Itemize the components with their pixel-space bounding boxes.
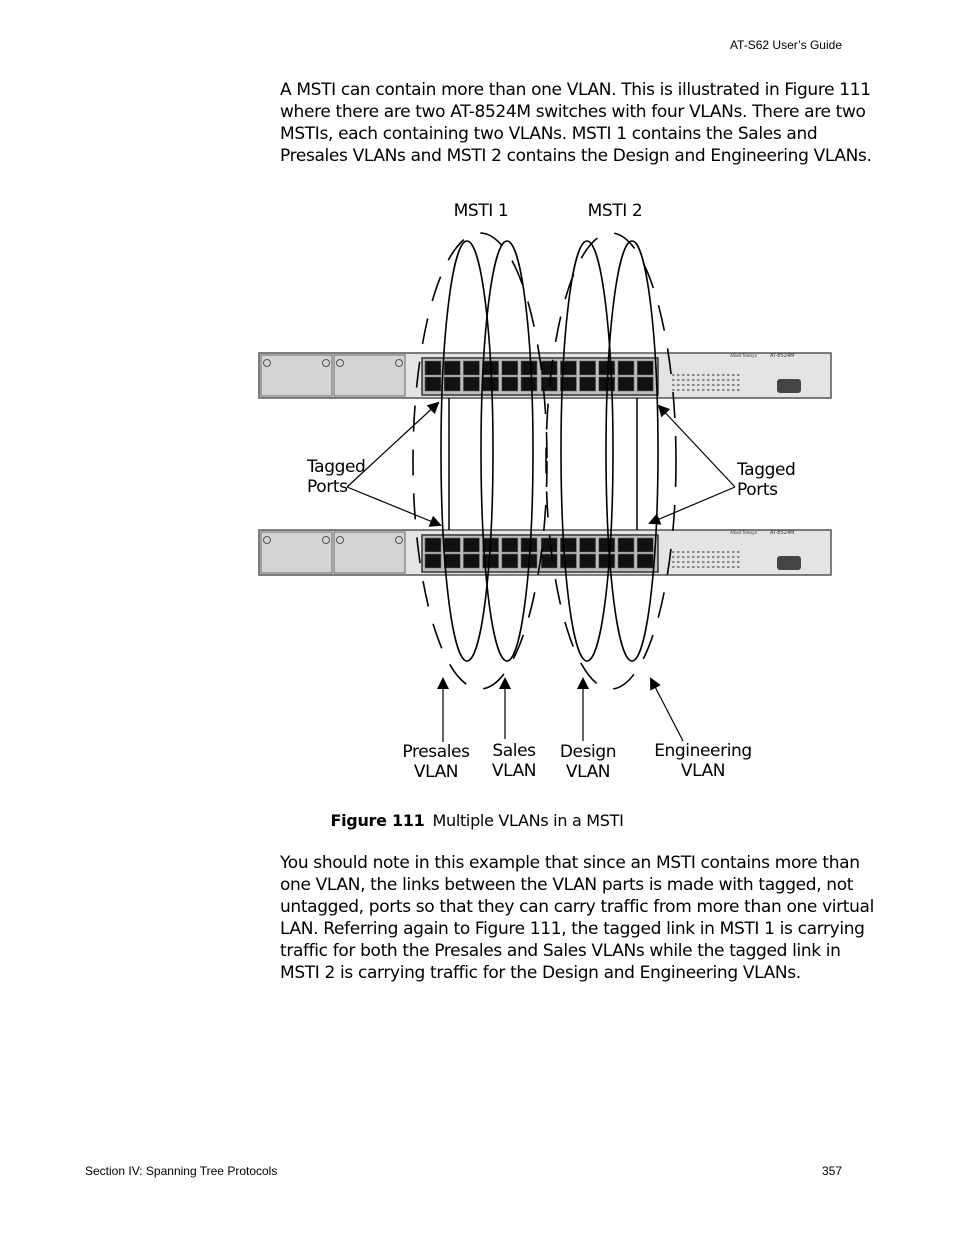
presales-vlan-label xyxy=(398,742,474,782)
status-led xyxy=(717,374,720,376)
switch-port xyxy=(463,377,479,391)
status-led xyxy=(732,556,735,558)
status-led xyxy=(717,561,720,563)
vlan-label-line: Sales xyxy=(492,741,536,761)
switch-port xyxy=(502,538,518,552)
status-led xyxy=(672,384,675,386)
status-led xyxy=(712,389,715,391)
status-led xyxy=(682,561,685,563)
switch-brand-text: Allied Telesyn xyxy=(730,353,758,358)
switch-port xyxy=(502,361,518,375)
status-led xyxy=(707,551,710,553)
switch-port xyxy=(560,554,576,568)
status-led xyxy=(717,566,720,568)
status-led xyxy=(737,384,740,386)
switch-port xyxy=(425,361,441,375)
status-led xyxy=(732,379,735,381)
switch-port xyxy=(521,377,537,391)
body-line: You should note in this example that since an MSTI contains more than xyxy=(280,853,860,873)
status-led xyxy=(737,379,740,381)
switch-port xyxy=(541,538,557,552)
design-vlan-label xyxy=(550,742,626,782)
status-led xyxy=(712,566,715,568)
status-led xyxy=(732,551,735,553)
intro-line: A MSTI can contain more than one VLAN. This is illustrated in Figure 111 xyxy=(280,80,871,100)
status-led xyxy=(697,379,700,381)
status-led xyxy=(672,556,675,558)
status-led xyxy=(712,379,715,381)
status-led xyxy=(727,379,730,381)
status-led xyxy=(717,389,720,391)
figure-caption-text: Multiple VLANs in a MSTI xyxy=(432,811,624,830)
status-led xyxy=(677,374,680,376)
status-led xyxy=(722,389,725,391)
status-led xyxy=(722,556,725,558)
status-led xyxy=(677,566,680,568)
status-led xyxy=(677,551,680,553)
figure-number: Figure 111 xyxy=(330,811,425,830)
running-header: AT-S62 User’s Guide xyxy=(729,38,842,52)
status-led xyxy=(672,374,675,376)
body-line: LAN. Referring again to Figure 111, the tagged link in MSTI 1 is carrying xyxy=(280,919,865,939)
body-line: MSTI 2 is carrying traffic for the Design and Engineering VLANs. xyxy=(280,963,801,983)
msti1-ellipse xyxy=(413,233,547,689)
status-led xyxy=(707,384,710,386)
status-led xyxy=(677,561,680,563)
status-led xyxy=(737,561,740,563)
bottom-switch xyxy=(259,530,831,575)
switch-port xyxy=(580,538,596,552)
status-led xyxy=(717,556,720,558)
status-led xyxy=(692,556,695,558)
switch-port xyxy=(425,538,441,552)
status-led xyxy=(687,561,690,563)
vlan-label-line: VLAN xyxy=(413,762,459,782)
status-led xyxy=(687,566,690,568)
status-led xyxy=(727,374,730,376)
figure-caption xyxy=(0,811,954,830)
status-led xyxy=(687,384,690,386)
status-led xyxy=(707,389,710,391)
footer-page-number: 357 xyxy=(821,1164,842,1178)
body-line: untagged, ports so that they can carry traffic from more than one virtual xyxy=(280,897,874,917)
status-led xyxy=(707,566,710,568)
status-led xyxy=(677,384,680,386)
status-led xyxy=(702,556,705,558)
tagged-ports-left-line: Tagged xyxy=(307,457,366,477)
status-led xyxy=(687,551,690,553)
switch-port xyxy=(502,377,518,391)
status-led xyxy=(672,561,675,563)
tagged-ports-right-line: Ports xyxy=(737,480,778,500)
status-led xyxy=(737,566,740,568)
status-led xyxy=(707,561,710,563)
status-led xyxy=(697,374,700,376)
status-led xyxy=(727,551,730,553)
status-led xyxy=(707,379,710,381)
switch-port xyxy=(541,554,557,568)
status-led xyxy=(737,374,740,376)
tagged-ports-arrow xyxy=(659,406,735,487)
switch-port xyxy=(463,538,479,552)
status-led xyxy=(702,389,705,391)
status-led xyxy=(712,556,715,558)
msti1-label: MSTI 1 xyxy=(453,201,509,221)
switch-brand-text: Allied Telesyn xyxy=(730,530,758,535)
switch-port xyxy=(521,538,537,552)
status-led xyxy=(732,384,735,386)
switch-port xyxy=(599,538,615,552)
switch-port xyxy=(521,361,537,375)
status-led xyxy=(677,556,680,558)
switch-port xyxy=(502,554,518,568)
status-led xyxy=(697,389,700,391)
switch-port xyxy=(618,361,634,375)
engineering-arrow xyxy=(651,679,683,741)
body-line: one VLAN, the links between the VLAN parts is made with tagged, not xyxy=(280,875,854,895)
status-led xyxy=(707,374,710,376)
vlan-label-line: Presales xyxy=(402,742,470,762)
switch-port xyxy=(580,361,596,375)
status-led xyxy=(727,561,730,563)
switch-model-text: AT-8524M xyxy=(770,353,795,359)
status-led xyxy=(677,389,680,391)
status-led xyxy=(732,374,735,376)
tagged-ports-right-label xyxy=(737,460,807,500)
switch-port xyxy=(618,538,634,552)
tagged-ports-left-label xyxy=(307,457,373,497)
tagged-ports-left-line: Ports xyxy=(307,477,348,497)
status-led xyxy=(727,566,730,568)
vlan-label-line: VLAN xyxy=(680,761,726,781)
status-led xyxy=(737,551,740,553)
status-led xyxy=(697,561,700,563)
body-line: traffic for both the Presales and Sales VLANs while the tagged link in xyxy=(280,941,841,961)
switch-port xyxy=(637,377,653,391)
status-led xyxy=(682,389,685,391)
status-led xyxy=(712,551,715,553)
switch-port xyxy=(463,554,479,568)
status-led xyxy=(702,561,705,563)
status-led xyxy=(737,556,740,558)
switch-port xyxy=(599,361,615,375)
switch-port xyxy=(637,538,653,552)
vlan-label-line: Engineering xyxy=(654,741,752,761)
status-led xyxy=(702,566,705,568)
msti2-label: MSTI 2 xyxy=(587,201,643,221)
status-led xyxy=(682,379,685,381)
vlan-label-line: VLAN xyxy=(565,762,611,782)
vlan-label-line: Design xyxy=(559,742,617,762)
status-led xyxy=(727,389,730,391)
msti2-ellipse xyxy=(546,233,676,689)
intro-line: MSTIs, each containing two VLANs. MSTI 1 contains the Sales and xyxy=(280,124,818,144)
switch-port xyxy=(541,361,557,375)
status-led xyxy=(692,561,695,563)
status-led xyxy=(677,379,680,381)
status-led xyxy=(702,374,705,376)
status-led xyxy=(732,389,735,391)
switch-port xyxy=(580,377,596,391)
switch-port xyxy=(444,377,460,391)
switch-port xyxy=(599,554,615,568)
status-led xyxy=(732,561,735,563)
status-led xyxy=(727,556,730,558)
status-led xyxy=(697,551,700,553)
sales-vlan-ellipse xyxy=(481,241,533,661)
status-led xyxy=(682,566,685,568)
status-led xyxy=(687,389,690,391)
intro-line: where there are two AT-8524M switches with four VLANs. There are two xyxy=(280,102,866,122)
status-led xyxy=(732,566,735,568)
status-led xyxy=(722,551,725,553)
status-led xyxy=(682,374,685,376)
status-led xyxy=(702,551,705,553)
vlan-label-line: VLAN xyxy=(491,761,537,781)
status-led xyxy=(692,551,695,553)
switch-port xyxy=(444,538,460,552)
status-led xyxy=(717,379,720,381)
status-led xyxy=(682,384,685,386)
engineering-vlan-label xyxy=(650,741,756,781)
status-led xyxy=(687,379,690,381)
status-led xyxy=(697,556,700,558)
status-led xyxy=(672,551,675,553)
status-led xyxy=(672,379,675,381)
switch-port xyxy=(483,377,499,391)
status-led xyxy=(692,379,695,381)
status-led xyxy=(672,389,675,391)
tagged-ports-arrow xyxy=(650,487,735,523)
switch-port xyxy=(444,554,460,568)
status-led xyxy=(687,556,690,558)
footer-section: Section IV: Spanning Tree Protocols xyxy=(85,1164,278,1178)
status-led xyxy=(712,374,715,376)
status-led xyxy=(727,384,730,386)
status-led xyxy=(737,389,740,391)
status-led xyxy=(687,374,690,376)
status-led xyxy=(722,561,725,563)
status-led xyxy=(672,566,675,568)
switch-port xyxy=(444,361,460,375)
status-led xyxy=(697,384,700,386)
switch-port xyxy=(580,554,596,568)
switch-port xyxy=(425,377,441,391)
switch-port xyxy=(618,377,634,391)
intro-line: Presales VLANs and MSTI 2 contains the Design and Engineering VLANs. xyxy=(280,146,872,166)
status-led xyxy=(717,384,720,386)
switch-port xyxy=(463,361,479,375)
switch-port xyxy=(637,361,653,375)
status-led xyxy=(712,384,715,386)
status-led xyxy=(722,566,725,568)
status-led xyxy=(702,379,705,381)
status-led xyxy=(692,384,695,386)
switch-port xyxy=(425,554,441,568)
status-led xyxy=(692,374,695,376)
switch-port xyxy=(637,554,653,568)
top-switch xyxy=(259,353,831,398)
status-led xyxy=(712,561,715,563)
status-led xyxy=(702,384,705,386)
status-led xyxy=(697,566,700,568)
status-led xyxy=(682,551,685,553)
sales-vlan-label xyxy=(478,741,550,781)
body-paragraph xyxy=(280,852,874,984)
status-led xyxy=(707,556,710,558)
status-led xyxy=(692,389,695,391)
switch-port xyxy=(618,554,634,568)
status-led xyxy=(692,566,695,568)
tagged-ports-right-line: Tagged xyxy=(737,460,796,480)
switch-model-text: AT-8524M xyxy=(770,530,795,536)
status-led xyxy=(722,379,725,381)
status-led xyxy=(717,551,720,553)
status-led xyxy=(722,374,725,376)
status-led xyxy=(722,384,725,386)
status-led xyxy=(682,556,685,558)
